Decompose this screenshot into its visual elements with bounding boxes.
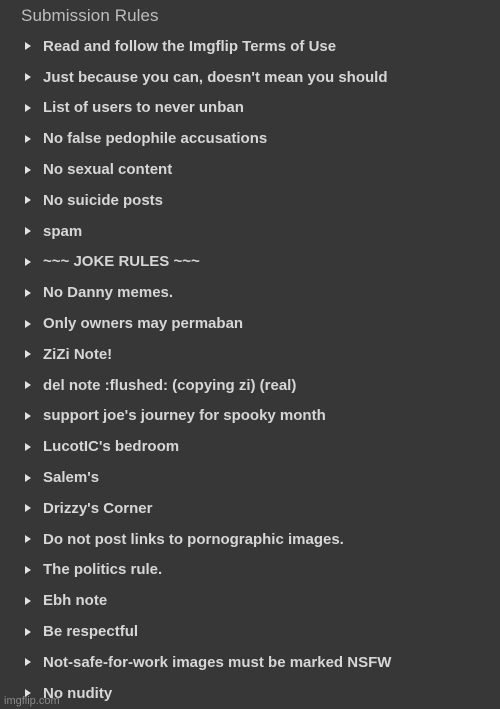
rule-label: support joe's journey for spooky month xyxy=(43,407,326,425)
caret-right-icon[interactable] xyxy=(25,320,31,328)
caret-right-icon[interactable] xyxy=(25,289,31,297)
rule-label: del note :flushed: (copying zi) (real) xyxy=(43,376,297,394)
caret-right-icon[interactable] xyxy=(25,658,31,666)
rule-label: Read and follow the Imgflip Terms of Use xyxy=(43,37,337,55)
caret-right-icon[interactable] xyxy=(25,504,31,512)
rule-item[interactable] xyxy=(0,647,391,678)
caret-right-icon[interactable] xyxy=(25,258,31,266)
rule-item[interactable] xyxy=(0,154,391,185)
rule-item[interactable] xyxy=(0,555,391,586)
rule-label: Just because you can, doesn't mean you should xyxy=(43,68,388,86)
rule-label: No false pedophile accusations xyxy=(43,130,268,148)
rule-label: LucotIC's bedroom xyxy=(43,438,180,456)
rule-label: Salem's xyxy=(43,469,100,487)
caret-right-icon[interactable] xyxy=(25,412,31,420)
rule-item[interactable] xyxy=(0,247,391,278)
rule-item[interactable] xyxy=(0,401,391,432)
caret-right-icon[interactable] xyxy=(25,42,31,50)
rule-label: Not-safe-for-work images must be marked NSFW xyxy=(43,653,392,671)
rule-label: Only owners may permaban xyxy=(43,315,244,333)
caret-right-icon[interactable] xyxy=(25,443,31,451)
imgflip-watermark: imgflip.com xyxy=(4,695,60,707)
caret-right-icon[interactable] xyxy=(25,597,31,605)
rule-label: spam xyxy=(43,222,83,240)
rule-item[interactable] xyxy=(0,62,391,93)
rule-item[interactable] xyxy=(0,493,391,524)
rules-list xyxy=(0,31,391,709)
rule-label: ZiZi Note! xyxy=(43,345,113,363)
rule-item[interactable] xyxy=(0,123,391,154)
caret-right-icon[interactable] xyxy=(25,227,31,235)
rule-item[interactable] xyxy=(0,93,391,124)
rule-item[interactable] xyxy=(0,524,391,555)
rule-item[interactable] xyxy=(0,585,391,616)
caret-right-icon[interactable] xyxy=(25,566,31,574)
rule-label: Ebh note xyxy=(43,592,108,610)
caret-right-icon[interactable] xyxy=(25,166,31,174)
rule-item[interactable] xyxy=(0,31,391,62)
caret-right-icon[interactable] xyxy=(25,628,31,636)
rule-label: ~~~ JOKE RULES ~~~ xyxy=(43,253,200,271)
caret-right-icon[interactable] xyxy=(25,535,31,543)
rule-item[interactable] xyxy=(0,277,391,308)
rule-item[interactable] xyxy=(0,339,391,370)
rule-label: No sexual content xyxy=(43,161,173,179)
caret-right-icon[interactable] xyxy=(25,381,31,389)
caret-right-icon[interactable] xyxy=(25,135,31,143)
rule-label: The politics rule. xyxy=(43,561,163,579)
rule-item[interactable] xyxy=(0,616,391,647)
rule-item[interactable] xyxy=(0,431,391,462)
rule-item[interactable] xyxy=(0,370,391,401)
caret-right-icon[interactable] xyxy=(25,196,31,204)
rule-item[interactable] xyxy=(0,185,391,216)
rule-label: No Danny memes. xyxy=(43,284,174,302)
caret-right-icon[interactable] xyxy=(25,350,31,358)
rule-label: List of users to never unban xyxy=(43,99,244,117)
panel-title: Submission Rules xyxy=(21,6,159,25)
caret-right-icon[interactable] xyxy=(25,73,31,81)
caret-right-icon[interactable] xyxy=(25,104,31,112)
rule-label: Be respectful xyxy=(43,623,139,641)
rule-item[interactable] xyxy=(0,462,391,493)
rule-label: Do not post links to pornographic images. xyxy=(43,530,344,548)
rule-label: No suicide posts xyxy=(43,191,164,209)
rule-label: No nudity xyxy=(43,684,113,702)
rule-item[interactable] xyxy=(0,308,391,339)
rule-item[interactable] xyxy=(0,216,391,247)
caret-right-icon[interactable] xyxy=(25,474,31,482)
rule-label: Drizzy's Corner xyxy=(43,499,153,517)
